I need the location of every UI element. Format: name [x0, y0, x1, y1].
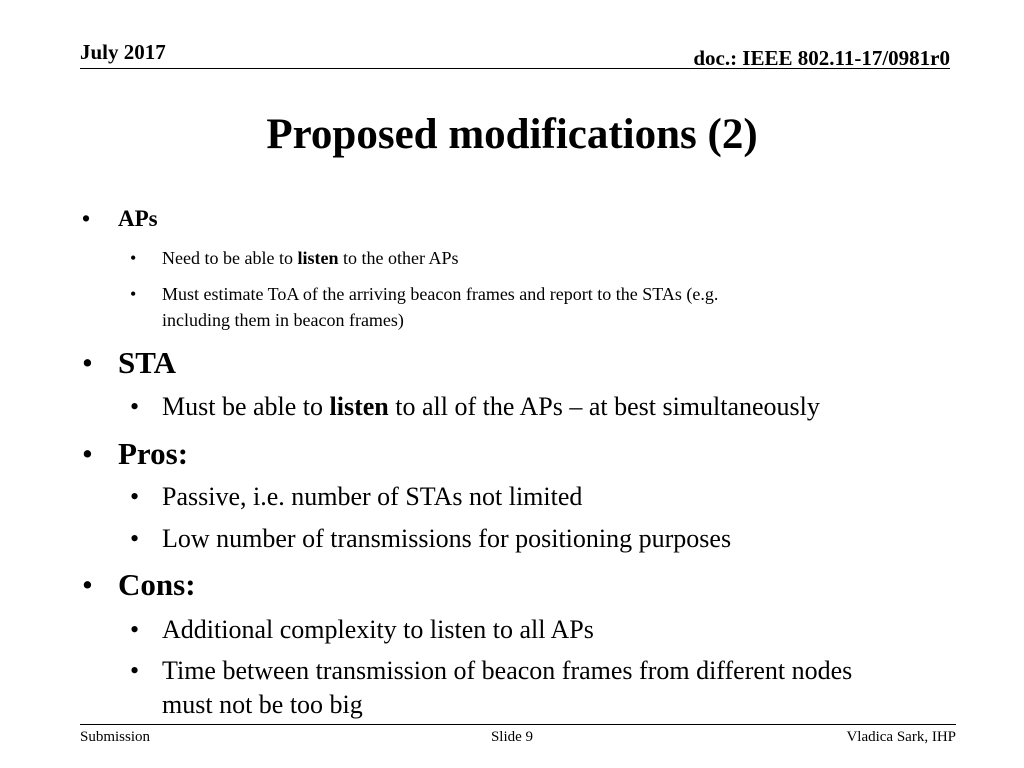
- text-pre: Must be able to: [162, 392, 330, 421]
- text-line-1: Time between transmission of beacon frames from different nodes: [162, 656, 853, 685]
- slide-title: Proposed modifications (2): [266, 111, 758, 158]
- bullet-sta-heading: STA: [118, 345, 177, 380]
- bullet-glyph: •: [82, 436, 93, 471]
- text-line-1: Must estimate ToA of the arriving beacon frames and report to the STAs (e.g.: [162, 284, 719, 304]
- text: Additional complexity to listen to all APs: [162, 615, 594, 644]
- bullet-cons-item-1: [130, 613, 594, 647]
- text-post: to the other APs: [338, 248, 459, 268]
- footer-submission: Submission: [80, 729, 151, 745]
- bullet-aps: [82, 204, 158, 234]
- text: Low number of transmissions for positioning purposes: [162, 524, 732, 553]
- text-line-2: including them in beacon frames): [162, 310, 404, 330]
- text-line-2: must not be too big: [162, 690, 363, 719]
- bullet-cons-item-2: [130, 654, 853, 722]
- footer-rule: [80, 724, 956, 725]
- text-bold: listen: [329, 392, 389, 421]
- text-pre: Need to be able to: [162, 248, 298, 268]
- bullet-cons-heading: Cons:: [118, 567, 196, 602]
- header-doc-id: doc.: IEEE 802.11-17/0981r0: [693, 46, 950, 70]
- bullet-glyph: •: [130, 248, 137, 268]
- bullet-sta: [82, 345, 177, 381]
- footer-author: Vladica Sark, IHP: [846, 729, 956, 745]
- bullet-cons: [82, 567, 196, 603]
- bullet-glyph: •: [82, 567, 93, 602]
- bullet-glyph: •: [130, 524, 140, 553]
- bullet-glyph: •: [130, 482, 140, 511]
- header-date: July 2017: [80, 40, 166, 64]
- bullet-glyph: •: [130, 615, 140, 644]
- text-bold: listen: [297, 248, 339, 268]
- bullet-glyph: •: [82, 345, 93, 380]
- bullet-glyph: •: [130, 284, 137, 304]
- bullet-aps-item-1: [130, 245, 459, 271]
- footer-slide-number: Slide 9: [490, 729, 534, 745]
- bullet-pros: [82, 436, 189, 472]
- bullet-glyph: •: [130, 656, 140, 685]
- text: Passive, i.e. number of STAs not limited: [162, 482, 583, 511]
- bullet-pros-item-2: [130, 522, 732, 556]
- bullet-pros-heading: Pros:: [118, 436, 189, 471]
- bullet-glyph: •: [82, 206, 91, 231]
- bullet-aps-item-2: [130, 281, 719, 333]
- bullet-aps-heading: APs: [118, 206, 158, 231]
- text-post: to all of the APs – at best simultaneously: [388, 392, 820, 421]
- bullet-glyph: •: [130, 392, 140, 421]
- bullet-pros-item-1: [130, 480, 583, 514]
- bullet-sta-item-1: [130, 390, 820, 424]
